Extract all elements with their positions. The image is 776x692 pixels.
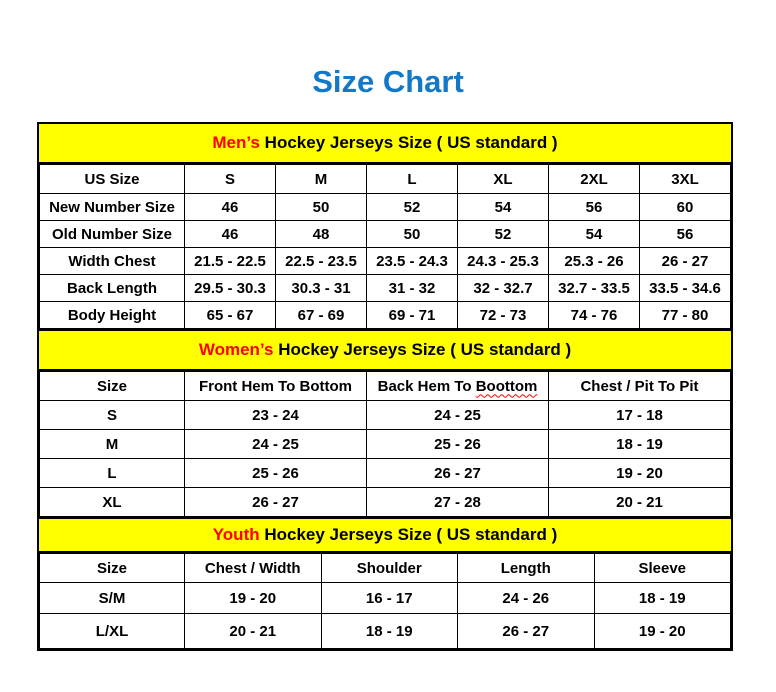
value-cell: 74 - 76: [549, 302, 640, 329]
value-cell: 31 - 32: [367, 275, 458, 302]
value-cell: 56: [640, 221, 731, 248]
table-row: [40, 248, 731, 275]
column-header: Size: [40, 554, 185, 583]
youth-header-row: [40, 554, 731, 583]
value-cell: 20 - 21: [185, 614, 322, 649]
value-cell: 52: [458, 221, 549, 248]
column-header: XL: [458, 165, 549, 194]
value-cell: 77 - 80: [640, 302, 731, 329]
table-row: [40, 488, 731, 517]
value-cell: 21.5 - 22.5: [185, 248, 276, 275]
value-cell: 30.3 - 31: [276, 275, 367, 302]
mens-banner-text: Hockey Jerseys Size ( US standard ): [264, 133, 558, 152]
column-header: 2XL: [549, 165, 640, 194]
column-header: Front Hem To Bottom: [185, 372, 367, 401]
womens-header-row: [40, 372, 731, 401]
column-header: 3XL: [640, 165, 731, 194]
value-cell: 19 - 20: [594, 614, 731, 649]
value-cell: 19 - 20: [549, 459, 731, 488]
misspelled-word: Boottom: [475, 377, 538, 395]
table-row: [40, 221, 731, 248]
column-header: L: [367, 165, 458, 194]
column-header: US Size: [40, 165, 185, 194]
youth-section-banner: [39, 517, 731, 553]
row-label: XL: [40, 488, 185, 517]
column-header: S: [185, 165, 276, 194]
value-cell: 20 - 21: [549, 488, 731, 517]
page-title: Size Chart: [312, 64, 464, 99]
value-cell: 24 - 26: [458, 583, 595, 614]
value-cell: 24.3 - 25.3: [458, 248, 549, 275]
table-row: [40, 275, 731, 302]
row-label: M: [40, 430, 185, 459]
value-cell: 16 - 17: [321, 583, 458, 614]
value-cell: 27 - 28: [367, 488, 549, 517]
table-row: [40, 194, 731, 221]
value-cell: 50: [367, 221, 458, 248]
table-row: [40, 430, 731, 459]
value-cell: 25 - 26: [367, 430, 549, 459]
value-cell: 26 - 27: [367, 459, 549, 488]
table-row: [40, 583, 731, 614]
row-label: Old Number Size: [40, 221, 185, 248]
mens-header-row: [40, 165, 731, 194]
womens-banner-highlight: Women’s: [198, 340, 274, 359]
row-label: S/M: [40, 583, 185, 614]
row-label: L/XL: [40, 614, 185, 649]
value-cell: 33.5 - 34.6: [640, 275, 731, 302]
row-label: S: [40, 401, 185, 430]
mens-section-banner: [39, 124, 731, 164]
row-label: Body Height: [40, 302, 185, 329]
column-header: Sleeve: [594, 554, 731, 583]
value-cell: 25.3 - 26: [549, 248, 640, 275]
value-cell: 17 - 18: [549, 401, 731, 430]
row-label: Back Length: [40, 275, 185, 302]
value-cell: 25 - 26: [185, 459, 367, 488]
value-cell: 46: [185, 194, 276, 221]
column-header: Length: [458, 554, 595, 583]
youth-banner-text: Hockey Jerseys Size ( US standard ): [264, 525, 558, 544]
value-cell: 29.5 - 30.3: [185, 275, 276, 302]
value-cell: 23 - 24: [185, 401, 367, 430]
table-row: [40, 302, 731, 329]
column-header: Shoulder: [321, 554, 458, 583]
mens-size-table: [39, 164, 731, 329]
womens-banner-text: Hockey Jerseys Size ( US standard ): [278, 340, 572, 359]
value-cell: 56: [549, 194, 640, 221]
row-label: Width Chest: [40, 248, 185, 275]
value-cell: 46: [185, 221, 276, 248]
womens-section-banner: [39, 329, 731, 371]
column-header-text: Back Hem To: [377, 377, 472, 395]
mens-banner-highlight: Men’s: [212, 133, 260, 152]
row-label: New Number Size: [40, 194, 185, 221]
value-cell: 22.5 - 23.5: [276, 248, 367, 275]
column-header: M: [276, 165, 367, 194]
value-cell: 26 - 27: [185, 488, 367, 517]
value-cell: 69 - 71: [367, 302, 458, 329]
youth-size-table: [39, 553, 731, 649]
value-cell: 18 - 19: [321, 614, 458, 649]
value-cell: 18 - 19: [594, 583, 731, 614]
table-row: [40, 614, 731, 649]
value-cell: 54: [458, 194, 549, 221]
value-cell: 65 - 67: [185, 302, 276, 329]
column-header: Chest / Pit To Pit: [549, 372, 731, 401]
column-header: Size: [40, 372, 185, 401]
value-cell: 50: [276, 194, 367, 221]
value-cell: 60: [640, 194, 731, 221]
value-cell: 32.7 - 33.5: [549, 275, 640, 302]
size-chart: [37, 122, 733, 651]
value-cell: 26 - 27: [458, 614, 595, 649]
value-cell: 19 - 20: [185, 583, 322, 614]
row-label: L: [40, 459, 185, 488]
value-cell: 24 - 25: [367, 401, 549, 430]
womens-size-table: [39, 371, 731, 517]
value-cell: 67 - 69: [276, 302, 367, 329]
value-cell: 72 - 73: [458, 302, 549, 329]
column-header: Chest / Width: [185, 554, 322, 583]
value-cell: 23.5 - 24.3: [367, 248, 458, 275]
value-cell: 32 - 32.7: [458, 275, 549, 302]
table-row: [40, 401, 731, 430]
value-cell: 18 - 19: [549, 430, 731, 459]
value-cell: 48: [276, 221, 367, 248]
table-row: [40, 459, 731, 488]
youth-banner-highlight: Youth: [212, 525, 260, 544]
value-cell: 52: [367, 194, 458, 221]
value-cell: 26 - 27: [640, 248, 731, 275]
value-cell: 54: [549, 221, 640, 248]
column-header: [367, 372, 549, 401]
value-cell: 24 - 25: [185, 430, 367, 459]
